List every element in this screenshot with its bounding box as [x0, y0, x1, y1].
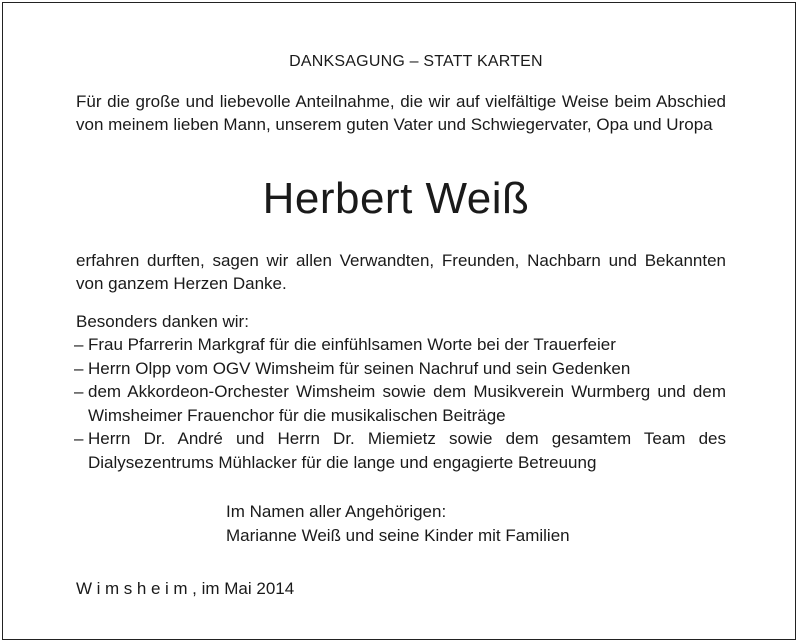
intro-paragraph: Für die große und liebevolle Anteilnahme, die wir auf vielfältige Weise beim Abschied von meinem lieben Mann, unserem guten Vater und Schwiegervater, Opa und Uropa [76, 91, 726, 134]
signature-names: Marianne Weiß und seine Kinder mit Familien [226, 525, 570, 545]
list-item: – Frau Pfarrerin Markgraf für die einfühlsamen Worte bei der Trauerfeier [74, 335, 616, 354]
place-name: Wimsheim [76, 579, 193, 598]
obituary-notice [76, 50, 726, 601]
list-item: – Herrn Olpp vom OGV Wimsheim für seinen Nachruf und sein Gedenken [74, 358, 631, 378]
signature-block [226, 500, 726, 547]
place-date [76, 577, 726, 601]
thanks-paragraph: erfahren durften, sagen wir allen Verwandten, Freunden, Nachbarn und Bekannten von ganzem Herzen Danke. [76, 250, 726, 293]
list-item: – Herrn Dr. André und Herrn Dr. Miemietz sowie dem gesamtem Team des Dialysezentrums Mühlacker für die lange und engagierte Betreuung [74, 429, 726, 472]
deceased-name: Herbert Weiß [262, 173, 530, 223]
special-thanks-list [76, 333, 726, 474]
signature-line: Im Namen aller Angehörigen: [226, 502, 447, 521]
list-item: – dem Akkordeon-Orchester Wimsheim sowie dem Musikverein Wurmberg und dem Wimsheimer Frauenchor für die musikalischen Beiträge [74, 382, 726, 425]
special-thanks-intro: Besonders danken wir: [76, 311, 249, 331]
notice-date: , im Mai 2014 [192, 579, 295, 598]
notice-heading: DANKSAGUNG – STATT KARTEN [289, 53, 543, 70]
